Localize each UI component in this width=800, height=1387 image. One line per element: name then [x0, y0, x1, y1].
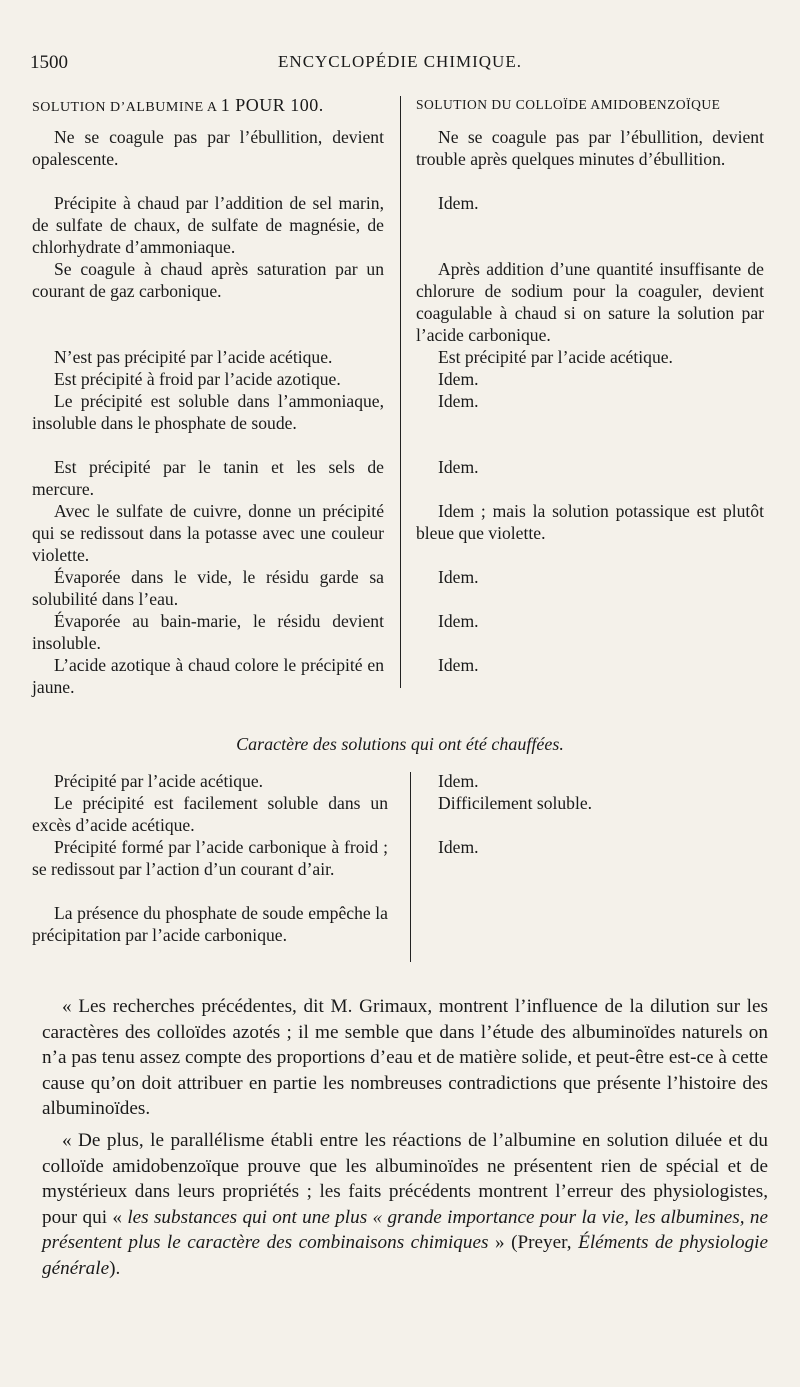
right-entry-1: Ne se coagule pas par l’ébullition, devient trouble après quelques minutes d’ébullition.	[416, 127, 764, 169]
column-divider-2	[410, 772, 411, 962]
right-entry-6: Idem.	[438, 391, 479, 411]
left-entry-11: L’acide azotique à chaud colore le précipité en jaune.	[32, 655, 384, 697]
right-entry-3: Après addition d’une quantité insuffisante de chlorure de sodium pour la coaguler, devient coagulable à chaud si on sature la solution par l’acide carbonique.	[416, 259, 764, 345]
body-paragraph-1: « Les recherches précédentes, dit M. Grimaux, montrent l’influence de la dilution sur les caractères des colloïdes azotés ; il me semble que dans l’étude des albuminoïdes naturels on n’a pas tenu assez compte des proportions d’eau et de matière solide, et peut-être est-ce à cette cause qu’on doit attribuer en partie les nombreuses contradictions que présente l’histoire des albuminoïdes.	[42, 996, 768, 1119]
left-entry-2: Précipite à chaud par l’addition de sel marin, de sulfate de chaux, de sulfate de magnésie, de chlorhydrate d’ammoniaque.	[32, 193, 384, 257]
left-entry-3: Se coagule à chaud après saturation par un courant de gaz carbonique.	[32, 259, 384, 301]
right-entry-5: Idem.	[438, 369, 479, 389]
heated-right-entry-1: Idem.	[438, 771, 479, 791]
column-divider	[400, 96, 401, 688]
section-subheading: Caractère des solutions qui ont été chauffées.	[236, 734, 564, 754]
left-entry-9: Évaporée dans le vide, le résidu garde sa solubilité dans l’eau.	[32, 567, 384, 609]
right-entry-10: Idem.	[438, 611, 479, 631]
header-title: ENCYCLOPÉDIE CHIMIQUE.	[278, 52, 522, 71]
heated-left-entry-1: Précipité par l’acide acétique.	[54, 771, 264, 791]
right-column	[416, 94, 764, 675]
book-title: Éléments de physiologie générale	[42, 1232, 769, 1279]
left-column	[32, 94, 384, 697]
right-entry-11: Idem.	[438, 655, 479, 675]
left-entry-8: Avec le sulfate de cuivre, donne un précipité qui se redissout dans la potasse avec une couleur violette.	[32, 501, 384, 565]
right-entry-7: Idem.	[438, 457, 479, 477]
left-entry-7: Est précipité par le tanin et les sels de mercure.	[32, 457, 384, 499]
right-column-heading: SOLUTION DU COLLOÏDE AMIDOBENZOÏQUE	[416, 97, 721, 112]
left-entry-5: Est précipité à froid par l’acide azotique.	[54, 369, 341, 389]
heated-left-entry-2: Le précipité est facilement soluble dans un excès d’acide acétique.	[32, 793, 388, 835]
heated-left-entry-3: Précipité formé par l’acide carbonique à froid ; se redissout par l’action d’un courant d’air.	[32, 837, 388, 879]
heated-left-entry-4: La présence du phosphate de soude empêche la précipitation par l’acide carbonique.	[32, 903, 388, 945]
left-entry-10: Évaporée au bain-marie, le résidu devient insoluble.	[32, 611, 384, 653]
left-entry-6: Le précipité est soluble dans l’ammoniaque, insoluble dans le phosphate de soude.	[32, 391, 384, 433]
running-head	[30, 52, 770, 82]
heated-right-entry-2: Difficilement soluble.	[438, 793, 593, 813]
right-entry-4: Est précipité par l’acide acétique.	[438, 347, 673, 367]
body-paragraph-2: « De plus, le parallélisme établi entre les réactions de l’albumine en solution diluée et du colloïde amidobenzoïque prouve que les albuminoïdes ne présentent rien de spécial et de mystérieux dans leurs propriétés ; les faits précédents montrent l’erreur des physiologistes, pour qui « les substances qui ont une plus « grande importance pour la vie, les albumines, ne présentent plus le caractère des combinaisons chimiques » (Preyer, Éléments de physiologie générale).	[42, 1130, 769, 1279]
right-entry-2: Idem.	[438, 193, 479, 213]
right-entry-9: Idem.	[438, 567, 479, 587]
left-entry-1: Ne se coagule pas par l’ébullition, devient opalescente.	[32, 127, 384, 169]
right-entry-8: Idem ; mais la solution potassique est plutôt bleue que violette.	[416, 501, 764, 543]
quoted-passage: les substances qui ont une plus « grande importance pour la vie, les albumines, ne présentent plus le caractère des combinaisons chimiques	[42, 1206, 768, 1253]
page-number: 1500	[30, 52, 68, 73]
heated-right-entry-3: Idem.	[438, 837, 479, 857]
left-column-heading: SOLUTION D’ALBUMINE A 1 POUR 100.	[32, 95, 324, 115]
left-entry-4: N’est pas précipité par l’acide acétique.	[54, 347, 333, 367]
